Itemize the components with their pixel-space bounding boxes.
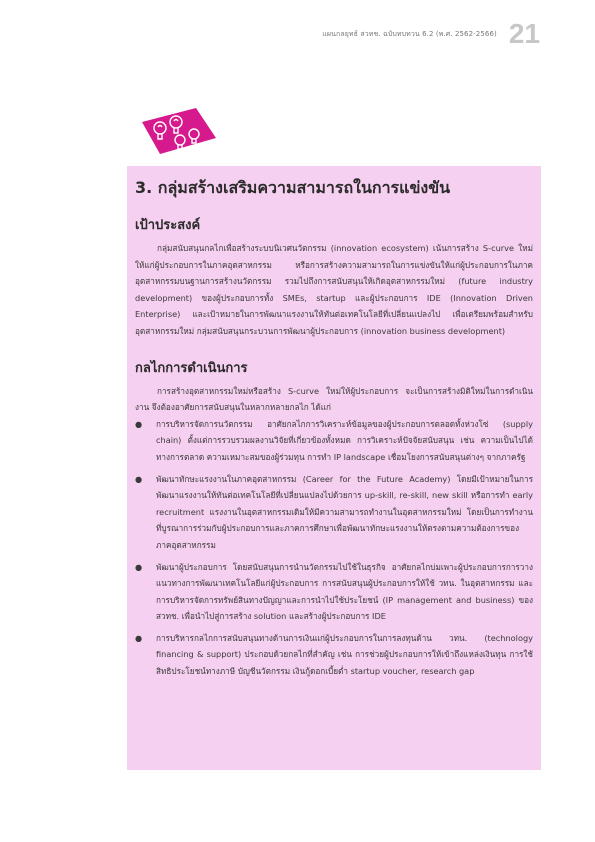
page-number: 21 xyxy=(508,18,540,49)
objective-text: กลุ่มสนับสนุนกลไกเพื่อสร้างระบบนิเวศนวัตกรรม (innovation ecosystem) เน้นการสร้าง S-curve ใหม่ให้แก่ผู้ประกอบการในภาคอุตสาหกรรม หรือการสร้างความสามารถในการแข่งขันให้แก่ผู้ประกอบการในภาคอุตสาหกรรมบนฐานการสร้างนวัตกรรม รวมไปถึงการสนับสนุนให้เกิดอุตสาหกรรมใหม่ (future industry development) ของผู้ประกอบการทั้ง SMEs, startup และผู้ประกอบการ IDE (Innovation Driven Enterprise) และเป้าหมายในการพัฒนาแรงงานให้ทันต่อเทคโนโลยีที่เปลี่ยนแปลงไป เพื่อเตรียมพร้อมสำหรับอุตสาหกรรมใหม่ กลุ่มสนับสนุนกระบวนการพัฒนาผู้ประกอบการ (innovation business development) xyxy=(135,243,533,336)
spacer xyxy=(135,340,533,360)
mechanism-list xyxy=(135,416,533,680)
bullet-icon: ● xyxy=(135,473,143,484)
bullet-icon: ● xyxy=(135,418,143,429)
list-item xyxy=(135,471,533,554)
list-item xyxy=(135,559,533,625)
mechanism-intro: การสร้างอุตสาหกรรมใหม่หรือสร้าง S-curve ใหม่ให้ผู้ประกอบการ จะเป็นการสร้างมิติใหม่ในการดำเนินงาน จึงต้องอาศัยการสนับสนุนในหลากหลายกลไก ได้แก่ xyxy=(135,385,533,413)
list-item-text: พัฒนาผู้ประกอบการ โดยสนับสนุนการนำนวัตกรรมไปใช้ในธุรกิจ อาศัยกลไกบ่มเพาะผู้ประกอบการการวางแนวทางการพัฒนาเทคโนโลยีแก่ผู้ประกอบการ การสนับสนุนผู้ประกอบการให้ใช้ วทน. ในอุตสาหกรรม และการบริหารจัดการทรัพย์สินทางปัญญาและการนำไปใช้ประโยชน์ (IP management and business) ของ สวทช. เพื่อนำไปสู่การสร้าง solution และสร้างผู้ประกอบการ IDE xyxy=(156,561,533,622)
list-item xyxy=(135,630,533,680)
page-header xyxy=(322,20,540,48)
list-item-text: พัฒนาทักษะแรงงานในภาคอุตสาหกรรม (Career for the Future Academy) โดยมีเป้าหมายในการพัฒนาแรงงานให้ทันต่อเทคโนโลยีที่เปลี่ยนแปลงไปด้วยการ up-skill, re-skill, new skill หรือการทำ early recruitment แรงงานในอุตสาหกรรมเดิมให้มีความสามารถทำงานในอุตสาหกรรมใหม่ โดยเป็นการทำงานที่บูรณาการร่วมกับผู้ประกอบการและภาคการศึกษาเพื่อพัฒนาทักษะแรงงานให้ตรงตามความต้องการของภาคอุตสาหกรรม xyxy=(156,473,533,550)
bullet-icon: ● xyxy=(135,561,143,572)
mechanism-heading: กลไกการดำเนินการ xyxy=(135,360,248,376)
list-item-text: การบริหารกลไกการสนับสนุนทางด้านการเงินแก่ผู้ประกอบการในการลงทุนด้าน วทน. (technology financing & support) ประกอบด้วยกลไกที่สำคัญ เช่น การช่วยผู้ประกอบการให้เข้าถึงแหล่งเงินทุน การใช้สิทธิประโยชน์ทางภาษี บัญชีนวัตกรรม เงินกู้ดอกเบี้ยต่ำ startup voucher, research gap xyxy=(156,632,533,677)
list-item-text: การบริหารจัดการนวัตกรรม อาศัยกลไกการวิเคราะห์ข้อมูลของผู้ประกอบการตลอดทั้งห่วงโซ่ (supply chain) ตั้งแต่การรวบรวมผลงานวิจัยที่เกี่ยวข้องทั้งหมด การวิเคราะห์ปัจจัยสนับสนุน เช่น ความเป็นไปได้ทางการตลาด ความเหมาะสมของผู้ร่วมทุน การทำ IP landscape เชื่อมโยงการสนับสนุนต่างๆ จากภาครัฐ xyxy=(156,418,533,462)
content xyxy=(135,178,533,685)
header-text: แผนกลยุทธ์ สวทช. ฉบับทบทวน 6.2 (พ.ศ. 2562-2566) xyxy=(322,30,497,38)
list-item xyxy=(135,416,533,466)
bullet-icon: ● xyxy=(135,632,143,643)
section-title: 3. กลุ่มสร้างเสริมความสามารถในการแข่งขัน xyxy=(135,178,451,197)
objective-heading: เป้าประสงค์ xyxy=(135,218,201,233)
idea-bulbs-icon xyxy=(138,108,218,158)
